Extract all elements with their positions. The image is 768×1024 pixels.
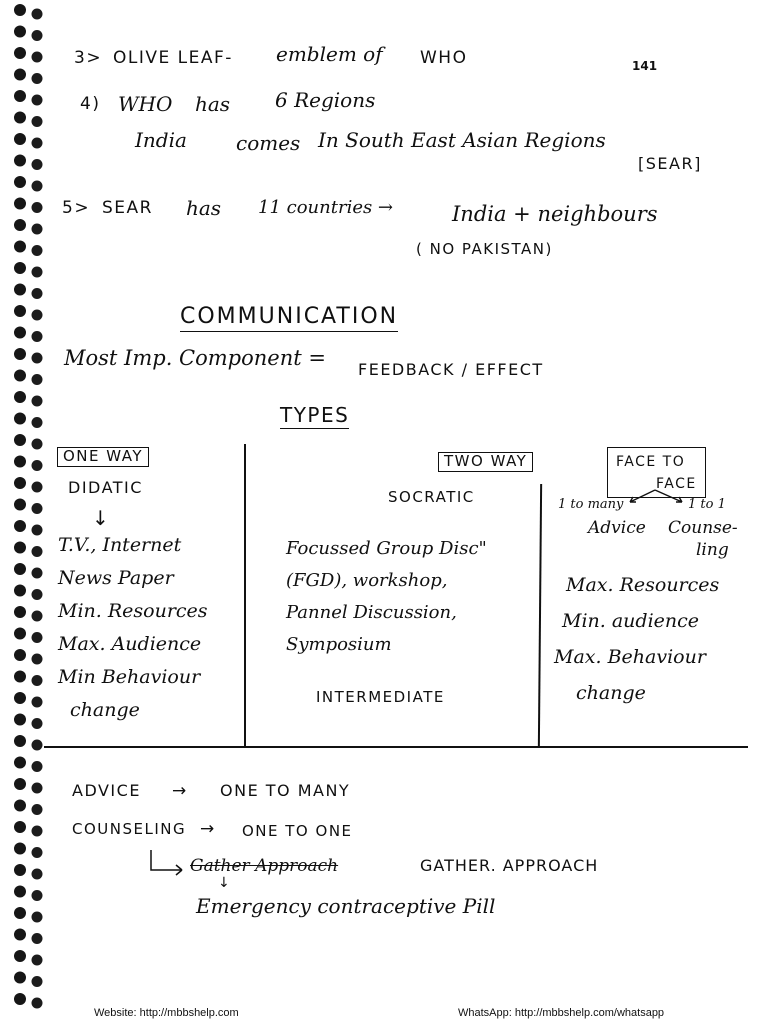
spiral-binding	[0, 0, 52, 1024]
binding-hole	[32, 482, 43, 493]
binding-hole	[14, 520, 26, 532]
binding-hole	[14, 929, 26, 941]
binding-hole	[14, 628, 26, 640]
gather-approach: GATHER. APPROACH	[420, 856, 599, 875]
binding-hole	[32, 589, 43, 600]
binding-hole	[14, 692, 26, 704]
list-item: change	[70, 699, 140, 721]
binding-hole	[14, 864, 26, 876]
list-item: News Paper	[58, 567, 174, 589]
binding-hole	[32, 288, 43, 299]
binding-hole	[32, 955, 43, 966]
binding-hole	[32, 912, 43, 923]
binding-hole	[14, 262, 26, 274]
binding-hole	[32, 439, 43, 450]
binding-hole	[32, 95, 43, 106]
binding-hole	[14, 348, 26, 360]
binding-hole	[32, 611, 43, 622]
down-arrow-icon: ↓	[92, 506, 109, 530]
binding-hole	[14, 757, 26, 769]
counseling-bottom-value: ONE TO ONE	[242, 822, 353, 840]
binding-hole	[32, 998, 43, 1009]
table-bottom-rule	[44, 746, 748, 748]
binding-hole	[14, 800, 26, 812]
binding-hole	[14, 305, 26, 317]
binding-hole	[14, 778, 26, 790]
face-to-face-title-line: FACE	[656, 475, 697, 492]
binding-hole	[32, 761, 43, 772]
counseling-label: ling	[696, 540, 729, 560]
binding-hole	[32, 374, 43, 385]
list-item: Min. Resources	[58, 600, 208, 622]
advice-bottom-label: ADVICE	[72, 781, 141, 800]
binding-hole	[14, 907, 26, 919]
binding-hole	[32, 654, 43, 665]
list-item: Min Behaviour	[58, 666, 201, 688]
face-to-face-title-line: FACE TO	[616, 454, 686, 470]
branch-one-to-one: 1 to 1	[688, 497, 726, 512]
binding-hole	[32, 933, 43, 944]
list-item: Symposium	[286, 634, 392, 655]
binding-hole	[32, 181, 43, 192]
note-number: 3>	[74, 48, 103, 68]
column-divider	[538, 484, 542, 748]
binding-hole	[14, 585, 26, 597]
list-item: (FGD), workshop,	[286, 570, 448, 591]
binding-hole	[32, 52, 43, 63]
binding-hole	[32, 697, 43, 708]
binding-hole	[14, 155, 26, 167]
binding-hole	[14, 843, 26, 855]
note-text: comes	[236, 131, 301, 155]
binding-hole	[32, 718, 43, 729]
binding-hole	[32, 503, 43, 514]
page-number: 141	[632, 59, 658, 73]
binding-hole	[14, 327, 26, 339]
list-item: Min. audience	[562, 610, 700, 632]
one-way-title: ONE WAY	[57, 447, 149, 467]
binding-hole	[32, 331, 43, 342]
right-arrow-icon: →	[200, 819, 215, 839]
binding-hole	[14, 434, 26, 446]
binding-hole	[14, 606, 26, 618]
binding-hole	[32, 30, 43, 41]
binding-hole	[32, 224, 43, 235]
struck-text: Gather Approach	[190, 856, 339, 876]
binding-hole	[14, 370, 26, 382]
binding-hole	[14, 950, 26, 962]
list-item: T.V., Internet	[58, 534, 182, 556]
branch-one-to-many: 1 to many	[558, 497, 624, 512]
counseling-bottom-label: COUNSELING	[72, 820, 187, 838]
binding-hole	[14, 714, 26, 726]
binding-hole	[32, 869, 43, 880]
binding-hole	[14, 284, 26, 296]
binding-hole	[32, 847, 43, 858]
list-item: Pannel Discussion,	[286, 602, 457, 623]
two-way-title: TWO WAY	[438, 452, 533, 472]
note-text: has	[195, 92, 231, 116]
binding-hole	[32, 73, 43, 84]
binding-hole	[32, 353, 43, 364]
binding-hole	[32, 267, 43, 278]
binding-hole	[14, 671, 26, 683]
binding-hole	[32, 740, 43, 751]
list-item: Max. Behaviour	[554, 646, 706, 668]
list-item: Focussed Group Disc"	[286, 538, 487, 559]
note-text: [SEAR]	[638, 154, 702, 173]
note-text: has	[186, 196, 222, 220]
binding-hole	[14, 241, 26, 253]
binding-hole	[32, 417, 43, 428]
binding-hole	[14, 735, 26, 747]
binding-hole	[32, 396, 43, 407]
binding-hole	[32, 675, 43, 686]
binding-hole	[32, 138, 43, 149]
section-heading: COMMUNICATION	[180, 306, 398, 332]
note-text: emblem of	[276, 42, 383, 66]
advice-label: Advice	[588, 518, 646, 538]
column-divider	[244, 444, 246, 748]
binding-hole	[32, 245, 43, 256]
note-text: WHO	[420, 48, 468, 68]
two-way-level: INTERMEDIATE	[316, 688, 445, 706]
two-way-subtitle: SOCRATIC	[388, 488, 475, 506]
binding-hole	[32, 890, 43, 901]
list-item: Max. Audience	[58, 633, 202, 655]
note-text: ( NO PAKISTAN)	[416, 240, 553, 258]
binding-hole	[14, 176, 26, 188]
note-text: India	[135, 128, 187, 152]
binding-hole	[14, 972, 26, 984]
footer-whatsapp[interactable]: WhatsApp: http://mbbshelp.com/whatsapp	[458, 1007, 665, 1019]
advice-bottom-value: ONE TO MANY	[220, 781, 351, 800]
binding-hole	[14, 47, 26, 59]
emergency-contraceptive: Emergency contraceptive Pill	[196, 894, 496, 918]
binding-hole	[14, 112, 26, 124]
footer-website[interactable]: Website: http://mbbshelp.com	[94, 1007, 239, 1019]
note-text: 6 Regions	[275, 88, 376, 112]
binding-hole	[14, 886, 26, 898]
binding-hole	[32, 525, 43, 536]
note-text: In South East Asian Regions	[318, 128, 606, 152]
binding-hole	[14, 133, 26, 145]
binding-hole	[14, 649, 26, 661]
note-text: SEAR	[102, 198, 153, 218]
binding-hole	[32, 310, 43, 321]
binding-hole	[14, 26, 26, 38]
binding-hole	[32, 9, 43, 20]
binding-hole	[14, 821, 26, 833]
binding-hole	[14, 542, 26, 554]
binding-hole	[32, 546, 43, 557]
binding-hole	[32, 159, 43, 170]
binding-hole	[14, 456, 26, 468]
list-item: Max. Resources	[566, 574, 720, 596]
small-arrow-icon: ↓	[218, 875, 230, 891]
binding-hole	[14, 499, 26, 511]
note-text: OLIVE LEAF-	[113, 48, 233, 68]
note-text: 11 countries →	[258, 197, 394, 218]
binding-hole	[14, 90, 26, 102]
binding-hole	[32, 826, 43, 837]
branch-arrows-icon	[610, 488, 700, 510]
binding-hole	[32, 568, 43, 579]
binding-hole	[14, 391, 26, 403]
binding-hole	[32, 976, 43, 987]
binding-hole	[14, 198, 26, 210]
bent-arrow-icon	[148, 848, 188, 878]
component-value: FEEDBACK / EFFECT	[358, 360, 544, 379]
note-number: 5>	[62, 198, 91, 218]
binding-hole	[32, 804, 43, 815]
binding-hole	[14, 563, 26, 575]
list-item: change	[576, 682, 646, 704]
binding-hole	[14, 413, 26, 425]
note-text: India + neighbours	[452, 202, 658, 226]
binding-hole	[14, 993, 26, 1005]
note-text: WHO	[118, 92, 173, 116]
binding-hole	[14, 477, 26, 489]
binding-hole	[14, 4, 26, 16]
one-way-subtitle: DIDATIC	[68, 478, 143, 497]
binding-hole	[32, 783, 43, 794]
binding-hole	[32, 632, 43, 643]
binding-hole	[14, 219, 26, 231]
note-number: 4)	[80, 94, 101, 114]
binding-hole	[32, 116, 43, 127]
types-heading: TYPES	[280, 403, 350, 427]
binding-hole	[14, 69, 26, 81]
component-label: Most Imp. Component =	[64, 346, 326, 370]
binding-hole	[32, 460, 43, 471]
counseling-label: Counse-	[668, 518, 738, 538]
right-arrow-icon: →	[172, 781, 187, 801]
binding-hole	[32, 202, 43, 213]
